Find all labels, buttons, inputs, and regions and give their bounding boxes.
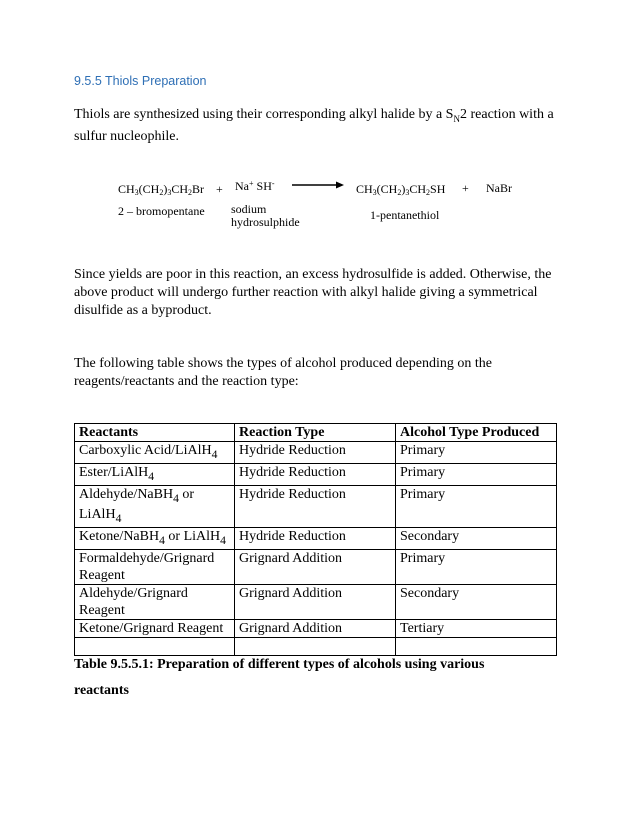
table-row <box>75 584 557 619</box>
reaction-arrow-icon <box>292 180 344 190</box>
paragraph-table-intro: The following table shows the types of alcohol produced depending on the reagents/reactants and the reaction type: <box>74 356 492 389</box>
alcohol-type-cell: Primary <box>396 549 557 584</box>
plus-sign: + <box>462 181 469 195</box>
header-reactants: Reactants <box>75 424 235 442</box>
reaction-type-cell: Grignard Addition <box>235 584 396 619</box>
table-row <box>75 463 557 485</box>
table-caption: Table 9.5.5.1: Preparation of different types of alcohols using various reactants <box>74 657 485 698</box>
alcohol-types-table <box>74 423 557 656</box>
table-row <box>75 619 557 637</box>
header-reaction-type: Reaction Type <box>235 424 396 442</box>
reagent-label: sodium hydrosulphide <box>231 202 300 229</box>
table-row <box>75 485 557 528</box>
alcohol-type-cell: Primary <box>396 442 557 464</box>
table-row <box>75 442 557 464</box>
section-heading: 9.5.5 Thiols Preparation <box>74 74 207 88</box>
reagent-formula: Na+ SH- <box>235 179 275 193</box>
reactant-cell: Aldehyde/Grignard Reagent <box>75 584 235 619</box>
reactant-formula: $CH_3(CH_2)_3CH_2Br$ <box>118 182 205 197</box>
reaction-type-cell: Grignard Addition <box>235 619 396 637</box>
reactant-cell: Ester/LiAlH$_4$ <box>75 463 235 485</box>
paragraph-yields: Since yields are poor in this reaction, an excess hydrosulfide is added. Otherwise, the above product will undergo further reaction with alkyl halide giving a symmetrical disulfide as a byproduct. <box>74 267 552 318</box>
alcohol-type-cell: Secondary <box>396 528 557 550</box>
reactant-label: 2 – bromopentane <box>118 204 205 218</box>
product-formula: $CH_3(CH_2)_3CH_2SH$ <box>356 182 446 197</box>
alcohol-type-cell: Primary <box>396 463 557 485</box>
header-alcohol-type: Alcohol Type Produced <box>396 424 557 442</box>
table-row <box>75 549 557 584</box>
reaction-type-cell: Hydride Reduction <box>235 485 396 528</box>
alcohol-type-cell: Secondary <box>396 584 557 619</box>
reaction-type-cell: Hydride Reduction <box>235 528 396 550</box>
alcohol-type-cell: Primary <box>396 485 557 528</box>
reaction-type-cell: Hydride Reduction <box>235 442 396 464</box>
table-row <box>75 528 557 550</box>
byproduct-formula: NaBr <box>486 181 512 195</box>
reactant-cell: Ketone/Grignard Reagent <box>75 619 235 637</box>
reaction-type-cell: Grignard Addition <box>235 549 396 584</box>
intro-paragraph: Thiols are synthesized using their corresponding alkyl halide by a $S_N2$ reaction with a sulfur nucleophile. <box>74 107 554 144</box>
product-label: 1-pentanethiol <box>370 208 440 222</box>
reactant-cell: Ketone/NaBH$_4$ or LiAlH$_4$ <box>75 528 235 550</box>
reaction-type-cell: Hydride Reduction <box>235 463 396 485</box>
table-header-row <box>75 424 557 442</box>
reactant-cell: Carboxylic Acid/LiAlH$_4$ <box>75 442 235 464</box>
reactant-cell: Formaldehyde/Grignard Reagent <box>75 549 235 584</box>
alcohol-type-cell: Tertiary <box>396 619 557 637</box>
plus-sign: + <box>216 182 223 196</box>
reactant-cell: Aldehyde/NaBH$_4$ or LiAlH$_4$ <box>75 485 235 528</box>
